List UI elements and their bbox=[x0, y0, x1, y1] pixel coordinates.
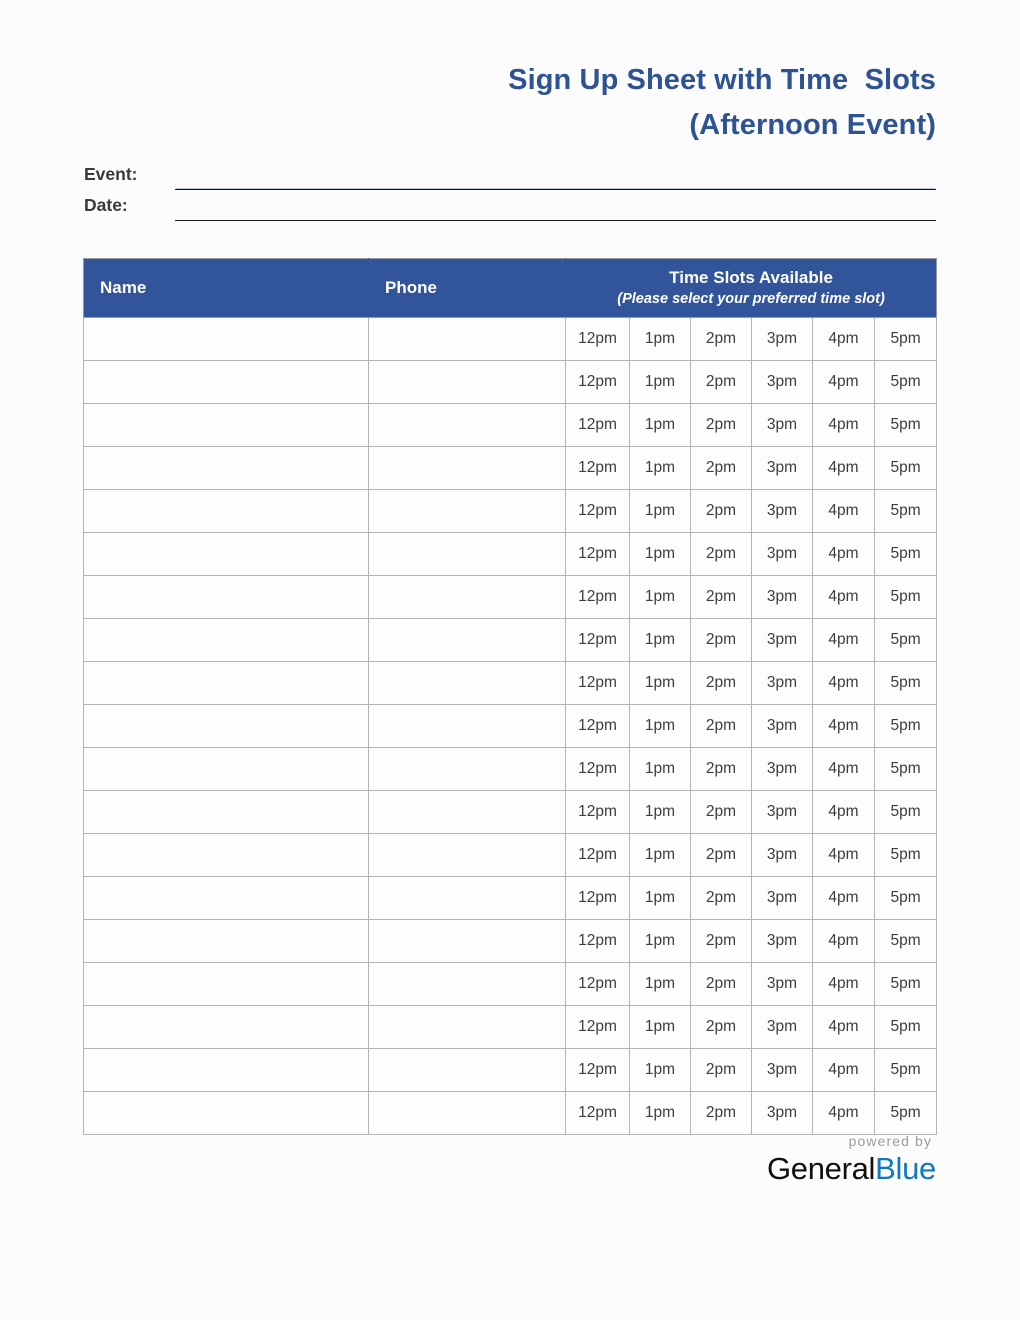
time-slot-option[interactable]: 5pm bbox=[875, 318, 937, 361]
time-slot-option[interactable]: 3pm bbox=[752, 1006, 813, 1049]
time-slot-option[interactable]: 3pm bbox=[752, 533, 813, 576]
time-slot-option[interactable]: 12pm bbox=[566, 877, 630, 920]
table-row bbox=[84, 748, 937, 791]
time-slot-option[interactable]: 1pm bbox=[630, 318, 691, 361]
event-input[interactable] bbox=[175, 158, 936, 190]
time-slot-option[interactable]: 1pm bbox=[630, 1092, 691, 1135]
time-slot-option[interactable]: 5pm bbox=[875, 404, 937, 447]
time-slot-option[interactable]: 2pm bbox=[691, 877, 752, 920]
time-slot-option[interactable]: 4pm bbox=[813, 877, 875, 920]
cell-name[interactable] bbox=[84, 1006, 369, 1049]
time-slot-option[interactable]: 12pm bbox=[566, 619, 630, 662]
time-slot-option[interactable]: 2pm bbox=[691, 447, 752, 490]
time-slot-option[interactable]: 3pm bbox=[752, 748, 813, 791]
date-label: Date: bbox=[84, 195, 128, 215]
time-slot-option[interactable]: 5pm bbox=[875, 1049, 937, 1092]
time-slot-option[interactable]: 1pm bbox=[630, 920, 691, 963]
table-row bbox=[84, 920, 937, 963]
event-label: Event: bbox=[84, 164, 138, 184]
time-slot-option[interactable]: 5pm bbox=[875, 1092, 937, 1135]
page-title bbox=[84, 58, 936, 148]
time-slot-option[interactable]: 3pm bbox=[752, 1049, 813, 1092]
time-slot-option[interactable]: 2pm bbox=[691, 748, 752, 791]
cell-phone[interactable] bbox=[369, 1006, 566, 1049]
time-slot-option[interactable]: 2pm bbox=[691, 834, 752, 877]
time-slot-option[interactable]: 1pm bbox=[630, 791, 691, 834]
table-header bbox=[84, 259, 937, 318]
column-header-name[interactable]: Name bbox=[84, 259, 369, 318]
time-slot-option[interactable]: 3pm bbox=[752, 404, 813, 447]
time-slot-option[interactable]: 5pm bbox=[875, 920, 937, 963]
cell-phone[interactable] bbox=[369, 533, 566, 576]
time-slot-option[interactable]: 3pm bbox=[752, 705, 813, 748]
cell-phone[interactable] bbox=[369, 447, 566, 490]
cell-name[interactable] bbox=[84, 877, 369, 920]
time-slot-option[interactable]: 3pm bbox=[752, 877, 813, 920]
time-slot-option[interactable]: 5pm bbox=[875, 834, 937, 877]
cell-phone[interactable] bbox=[369, 619, 566, 662]
time-slot-option[interactable]: 3pm bbox=[752, 662, 813, 705]
cell-phone[interactable] bbox=[369, 490, 566, 533]
time-slot-option[interactable]: 3pm bbox=[752, 1092, 813, 1135]
table-row bbox=[84, 447, 937, 490]
time-slot-option[interactable]: 4pm bbox=[813, 1006, 875, 1049]
cell-phone[interactable] bbox=[369, 1092, 566, 1135]
cell-name[interactable] bbox=[84, 834, 369, 877]
signup-table bbox=[83, 258, 937, 1135]
time-slot-option[interactable]: 3pm bbox=[752, 576, 813, 619]
table-row bbox=[84, 791, 937, 834]
time-slot-option[interactable]: 12pm bbox=[566, 1049, 630, 1092]
table-row bbox=[84, 490, 937, 533]
cell-name[interactable] bbox=[84, 619, 369, 662]
cell-phone[interactable] bbox=[369, 404, 566, 447]
table-row bbox=[84, 705, 937, 748]
time-slot-option[interactable]: 2pm bbox=[691, 361, 752, 404]
time-slot-option[interactable]: 2pm bbox=[691, 1092, 752, 1135]
time-slot-option[interactable]: 4pm bbox=[813, 1092, 875, 1135]
time-slot-option[interactable]: 5pm bbox=[875, 447, 937, 490]
time-slot-option[interactable]: 5pm bbox=[875, 791, 937, 834]
time-slot-option[interactable]: 4pm bbox=[813, 963, 875, 1006]
cell-name[interactable] bbox=[84, 920, 369, 963]
brand-name-second: Blue bbox=[875, 1151, 936, 1186]
cell-name[interactable] bbox=[84, 662, 369, 705]
time-slot-option[interactable]: 4pm bbox=[813, 490, 875, 533]
table-header-row bbox=[84, 259, 937, 318]
time-slot-option[interactable]: 5pm bbox=[875, 662, 937, 705]
time-slot-option[interactable]: 3pm bbox=[752, 963, 813, 1006]
cell-name[interactable] bbox=[84, 576, 369, 619]
time-slot-option[interactable]: 4pm bbox=[813, 705, 875, 748]
time-slot-option[interactable]: 2pm bbox=[691, 662, 752, 705]
time-slot-option[interactable]: 5pm bbox=[875, 705, 937, 748]
time-slot-option[interactable]: 3pm bbox=[752, 318, 813, 361]
time-slot-option[interactable]: 12pm bbox=[566, 490, 630, 533]
time-slot-option[interactable]: 12pm bbox=[566, 1006, 630, 1049]
time-slot-option[interactable]: 2pm bbox=[691, 1049, 752, 1092]
column-header-phone[interactable]: Phone bbox=[369, 259, 566, 318]
footer-branding bbox=[84, 1132, 936, 1188]
powered-by-label: powered by bbox=[848, 1133, 932, 1149]
time-slot-option[interactable]: 4pm bbox=[813, 447, 875, 490]
generalblue-logo bbox=[84, 1150, 936, 1188]
time-slot-option[interactable]: 12pm bbox=[566, 533, 630, 576]
time-slot-option[interactable]: 2pm bbox=[691, 705, 752, 748]
time-slot-option[interactable]: 4pm bbox=[813, 1049, 875, 1092]
table-row bbox=[84, 1006, 937, 1049]
time-slot-option[interactable]: 12pm bbox=[566, 576, 630, 619]
time-slot-option[interactable]: 4pm bbox=[813, 920, 875, 963]
time-slot-option[interactable]: 1pm bbox=[630, 748, 691, 791]
time-slot-option[interactable]: 4pm bbox=[813, 619, 875, 662]
time-slot-option[interactable]: 3pm bbox=[752, 447, 813, 490]
time-slot-option[interactable]: 2pm bbox=[691, 490, 752, 533]
time-slot-option[interactable]: 2pm bbox=[691, 791, 752, 834]
time-slot-option[interactable]: 3pm bbox=[752, 920, 813, 963]
table-row bbox=[84, 877, 937, 920]
cell-name[interactable] bbox=[84, 533, 369, 576]
time-slot-option[interactable]: 5pm bbox=[875, 619, 937, 662]
cell-phone[interactable] bbox=[369, 920, 566, 963]
date-input[interactable] bbox=[175, 189, 936, 221]
time-slot-option[interactable]: 2pm bbox=[691, 576, 752, 619]
time-slot-option[interactable]: 5pm bbox=[875, 533, 937, 576]
cell-name[interactable] bbox=[84, 318, 369, 361]
time-slot-option[interactable]: 5pm bbox=[875, 490, 937, 533]
time-slot-option[interactable]: 5pm bbox=[875, 1006, 937, 1049]
time-slot-option[interactable]: 5pm bbox=[875, 748, 937, 791]
column-header-time-slots[interactable] bbox=[566, 259, 937, 318]
cell-name[interactable] bbox=[84, 748, 369, 791]
cell-name[interactable] bbox=[84, 447, 369, 490]
time-slot-option[interactable]: 5pm bbox=[875, 576, 937, 619]
table-row bbox=[84, 834, 937, 877]
time-slot-option[interactable]: 12pm bbox=[566, 404, 630, 447]
time-slot-option[interactable]: 12pm bbox=[566, 361, 630, 404]
cell-phone[interactable] bbox=[369, 705, 566, 748]
time-slot-option[interactable]: 12pm bbox=[566, 920, 630, 963]
cell-phone[interactable] bbox=[369, 791, 566, 834]
time-slot-option[interactable]: 4pm bbox=[813, 533, 875, 576]
table-row bbox=[84, 963, 937, 1006]
time-slot-option[interactable]: 1pm bbox=[630, 662, 691, 705]
time-slot-option[interactable]: 1pm bbox=[630, 404, 691, 447]
time-slot-option[interactable]: 1pm bbox=[630, 490, 691, 533]
date-field-row bbox=[84, 190, 936, 221]
table-row bbox=[84, 318, 937, 361]
table-row bbox=[84, 361, 937, 404]
cell-name[interactable] bbox=[84, 963, 369, 1006]
cell-name[interactable] bbox=[84, 361, 369, 404]
time-slots-subtitle: (Please select your preferred time slot) bbox=[617, 291, 885, 307]
cell-name[interactable] bbox=[84, 705, 369, 748]
time-slot-option[interactable]: 5pm bbox=[875, 877, 937, 920]
time-slot-option[interactable]: 2pm bbox=[691, 318, 752, 361]
table-row bbox=[84, 619, 937, 662]
cell-phone[interactable] bbox=[369, 748, 566, 791]
time-slot-option[interactable]: 2pm bbox=[691, 533, 752, 576]
time-slot-option[interactable]: 2pm bbox=[691, 619, 752, 662]
cell-phone[interactable] bbox=[369, 877, 566, 920]
time-slot-option[interactable]: 12pm bbox=[566, 318, 630, 361]
brand-name-first: General bbox=[766, 1151, 876, 1186]
table-row bbox=[84, 1049, 937, 1092]
cell-name[interactable] bbox=[84, 490, 369, 533]
cell-name[interactable] bbox=[84, 404, 369, 447]
time-slot-option[interactable]: 1pm bbox=[630, 619, 691, 662]
time-slot-option[interactable]: 3pm bbox=[752, 490, 813, 533]
time-slot-option[interactable]: 12pm bbox=[566, 748, 630, 791]
cell-phone[interactable] bbox=[369, 318, 566, 361]
time-slot-option[interactable]: 4pm bbox=[813, 748, 875, 791]
table-row bbox=[84, 404, 937, 447]
time-slot-option[interactable]: 3pm bbox=[752, 791, 813, 834]
time-slot-option[interactable]: 12pm bbox=[566, 963, 630, 1006]
time-slot-option[interactable]: 12pm bbox=[566, 705, 630, 748]
cell-phone[interactable] bbox=[369, 1049, 566, 1092]
time-slot-option[interactable]: 1pm bbox=[630, 447, 691, 490]
cell-phone[interactable] bbox=[369, 834, 566, 877]
time-slot-option[interactable]: 1pm bbox=[630, 834, 691, 877]
time-slot-option[interactable]: 12pm bbox=[566, 791, 630, 834]
cell-phone[interactable] bbox=[369, 361, 566, 404]
event-field-row bbox=[84, 159, 936, 190]
page-title-line-1: Sign Up Sheet with Time Slots bbox=[508, 64, 936, 96]
time-slot-option[interactable]: 4pm bbox=[813, 576, 875, 619]
cell-name[interactable] bbox=[84, 1092, 369, 1135]
time-slot-option[interactable]: 1pm bbox=[630, 1006, 691, 1049]
time-slot-option[interactable]: 4pm bbox=[813, 791, 875, 834]
time-slot-option[interactable]: 2pm bbox=[691, 404, 752, 447]
cell-phone[interactable] bbox=[369, 963, 566, 1006]
table-row bbox=[84, 576, 937, 619]
time-slot-option[interactable]: 4pm bbox=[813, 361, 875, 404]
cell-name[interactable] bbox=[84, 1049, 369, 1092]
time-slot-option[interactable]: 1pm bbox=[630, 576, 691, 619]
table-body bbox=[84, 318, 937, 1135]
time-slot-option[interactable]: 2pm bbox=[691, 963, 752, 1006]
page-title-line-2: (Afternoon Event) bbox=[689, 109, 936, 141]
time-slot-option[interactable]: 1pm bbox=[630, 533, 691, 576]
time-slot-option[interactable]: 12pm bbox=[566, 447, 630, 490]
cell-name[interactable] bbox=[84, 791, 369, 834]
time-slot-option[interactable]: 12pm bbox=[566, 662, 630, 705]
cell-phone[interactable] bbox=[369, 576, 566, 619]
time-slot-option[interactable]: 4pm bbox=[813, 318, 875, 361]
time-slots-title: Time Slots Available bbox=[669, 268, 833, 287]
table-row bbox=[84, 662, 937, 705]
form-fields bbox=[84, 159, 936, 221]
time-slot-option[interactable]: 12pm bbox=[566, 1092, 630, 1135]
table-row bbox=[84, 533, 937, 576]
time-slot-option[interactable]: 1pm bbox=[630, 877, 691, 920]
cell-phone[interactable] bbox=[369, 662, 566, 705]
time-slot-option[interactable]: 3pm bbox=[752, 619, 813, 662]
table-row bbox=[84, 1092, 937, 1135]
time-slot-option[interactable]: 1pm bbox=[630, 361, 691, 404]
time-slot-option[interactable]: 4pm bbox=[813, 834, 875, 877]
time-slot-option[interactable]: 1pm bbox=[630, 705, 691, 748]
time-slot-option[interactable]: 3pm bbox=[752, 834, 813, 877]
time-slot-option[interactable]: 1pm bbox=[630, 963, 691, 1006]
time-slot-option[interactable]: 2pm bbox=[691, 920, 752, 963]
time-slot-option[interactable]: 4pm bbox=[813, 404, 875, 447]
time-slot-option[interactable]: 1pm bbox=[630, 1049, 691, 1092]
time-slot-option[interactable]: 12pm bbox=[566, 834, 630, 877]
time-slot-option[interactable]: 5pm bbox=[875, 963, 937, 1006]
time-slot-option[interactable]: 2pm bbox=[691, 1006, 752, 1049]
time-slot-option[interactable]: 5pm bbox=[875, 361, 937, 404]
time-slot-option[interactable]: 4pm bbox=[813, 662, 875, 705]
time-slot-option[interactable]: 3pm bbox=[752, 361, 813, 404]
